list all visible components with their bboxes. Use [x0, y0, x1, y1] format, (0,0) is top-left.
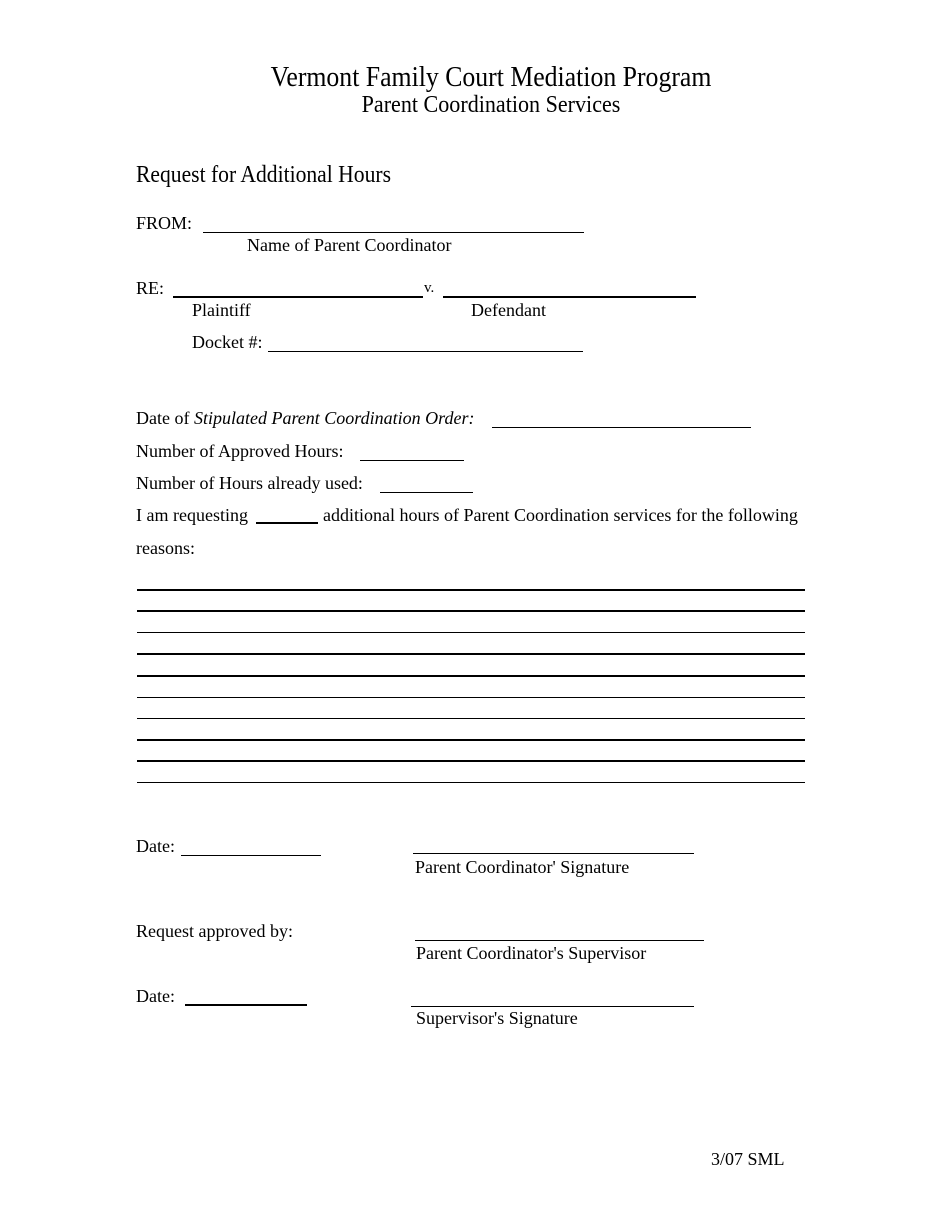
- date-field[interactable]: [181, 855, 321, 856]
- reason-line[interactable]: [137, 760, 805, 762]
- requesting-suffix: additional hours of Parent Coordination services for the following: [323, 505, 798, 525]
- re-label: RE:: [136, 278, 165, 298]
- used-hours-field[interactable]: [380, 492, 473, 493]
- page-subtitle: Parent Coordination Services: [361, 92, 621, 118]
- date-field-2[interactable]: [185, 1004, 307, 1006]
- reason-line[interactable]: [137, 739, 805, 741]
- reason-line[interactable]: [137, 718, 805, 719]
- pc-signature-caption: Parent Coordinator' Signature: [415, 857, 630, 877]
- versus-label: v.: [424, 280, 435, 296]
- order-date-field[interactable]: [492, 427, 751, 428]
- supervisor-signature-caption: Supervisor's Signature: [416, 1008, 578, 1028]
- date-label: Date:: [136, 836, 175, 856]
- order-date-label: Date of Stipulated Parent Coordination Order:: [136, 408, 475, 428]
- defendant-caption: Defendant: [471, 300, 546, 320]
- defendant-field[interactable]: [443, 296, 696, 298]
- requested-hours-field[interactable]: [256, 522, 318, 524]
- from-caption: Name of Parent Coordinator: [247, 235, 452, 255]
- date-label-2: Date:: [136, 986, 175, 1006]
- requesting-prefix: I am requesting: [136, 505, 248, 525]
- approved-by-label: Request approved by:: [136, 921, 293, 941]
- reason-line[interactable]: [137, 632, 805, 633]
- from-label: FROM:: [136, 213, 193, 233]
- plaintiff-caption: Plaintiff: [192, 300, 251, 320]
- pc-signature-field[interactable]: [413, 853, 694, 854]
- supervisor-name-field[interactable]: [415, 940, 704, 941]
- reason-line[interactable]: [137, 782, 805, 783]
- supervisor-caption: Parent Coordinator's Supervisor: [416, 943, 647, 963]
- from-field[interactable]: [203, 232, 584, 233]
- used-hours-label: Number of Hours already used:: [136, 473, 363, 493]
- revision-note: 3/07 SML: [711, 1149, 785, 1169]
- plaintiff-field[interactable]: [173, 296, 423, 298]
- reasons-label: reasons:: [136, 538, 195, 558]
- reason-line[interactable]: [137, 653, 805, 655]
- approved-hours-field[interactable]: [360, 460, 464, 461]
- docket-field[interactable]: [268, 351, 583, 352]
- page-title: Vermont Family Court Mediation Program: [270, 62, 712, 93]
- reason-line[interactable]: [137, 675, 805, 677]
- form-heading: Request for Additional Hours: [136, 162, 391, 188]
- reason-line[interactable]: [137, 610, 805, 612]
- supervisor-signature-field[interactable]: [411, 1006, 694, 1007]
- reason-line[interactable]: [137, 697, 805, 698]
- approved-hours-label: Number of Approved Hours:: [136, 441, 344, 461]
- reason-line[interactable]: [137, 589, 805, 591]
- docket-label: Docket #:: [192, 332, 263, 352]
